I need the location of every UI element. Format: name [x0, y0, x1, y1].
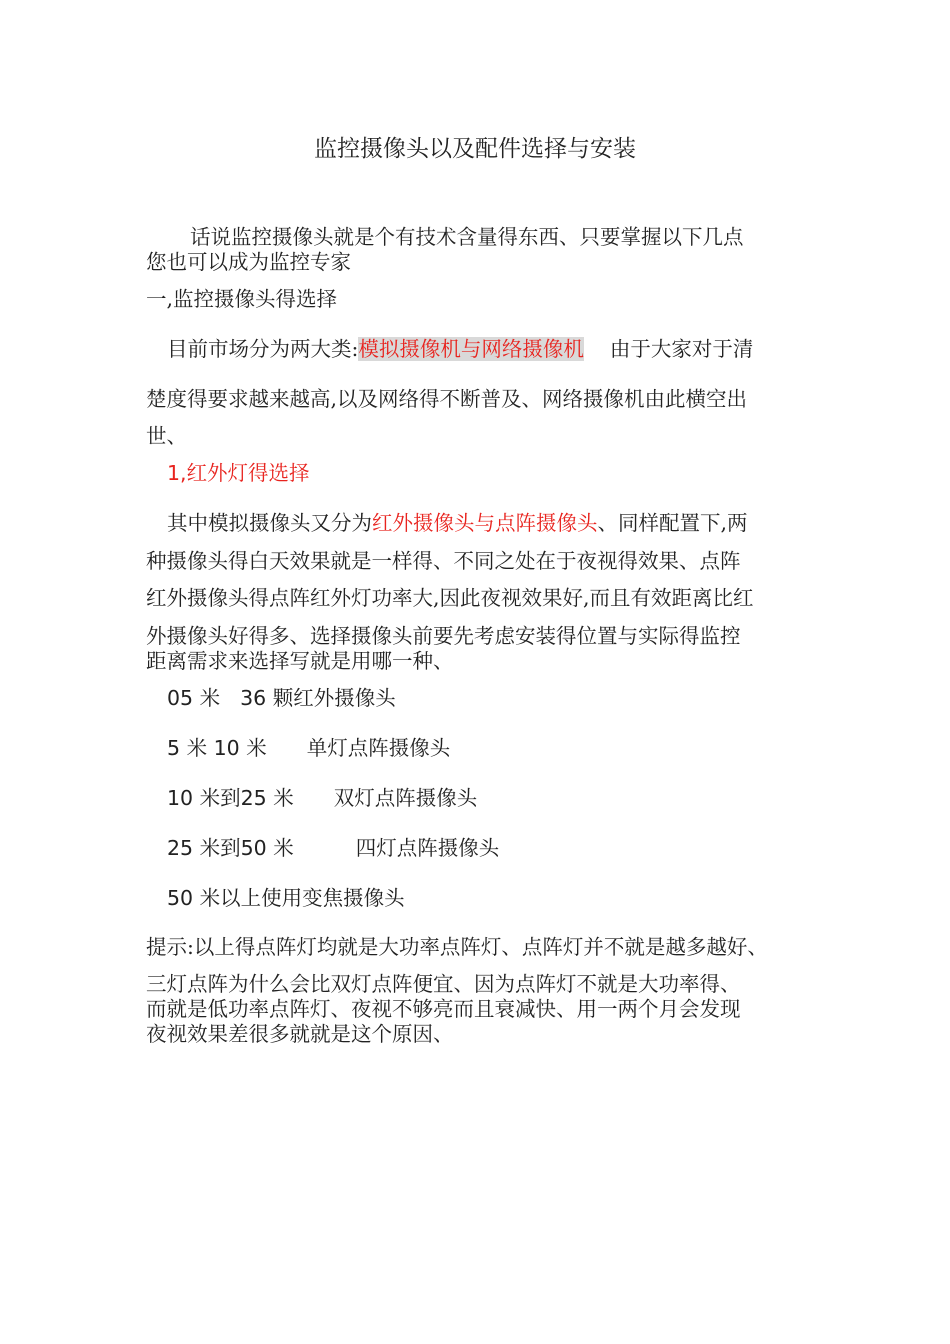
range-unit: 米 — [199, 686, 221, 710]
range-distance: 05 — [167, 686, 194, 710]
analog-suffix: 、同样配置下,两 — [597, 511, 748, 535]
market-highlight: 模拟摄像机与网络摄像机 — [358, 337, 584, 361]
range-type: 单灯点阵摄像头 — [306, 736, 451, 760]
intro-line-1: 话说监控摄像头就是个有技术含量得东西、只要掌握以下几点 — [190, 225, 744, 249]
range-type: 双灯点阵摄像头 — [333, 786, 478, 810]
analog-line-5: 距离需求来选择写就是用哪一种、 — [146, 649, 454, 673]
range-unit: 米到 — [199, 786, 241, 810]
analog-line-2: 种摄像头得白天效果就是一样得、不同之处在于夜视得效果、点阵 — [146, 549, 741, 573]
market-line-3: 世、 — [146, 424, 187, 448]
range-distance-2: 50 — [240, 836, 267, 860]
range-distance: 5 — [167, 736, 181, 760]
range-distance-2: 10 — [213, 736, 240, 760]
tip-line-2: 三灯点阵为什么会比双灯点阵便宜、因为点阵灯不就是大功率得、 — [146, 972, 741, 996]
intro-line-2: 您也可以成为监控专家 — [146, 250, 351, 274]
tip-line-3: 而就是低功率点阵灯、夜视不够亮而且衰减快、用一两个月会发现 — [146, 997, 741, 1021]
analog-line-1 — [167, 510, 748, 536]
market-line-2: 楚度得要求越来越高,以及网络得不断普及、网络摄像机由此横空出 — [146, 387, 748, 411]
tip-line-1: 提示:以上得点阵灯均就是大功率点阵灯、点阵灯并不就是越多越好、 — [146, 935, 768, 959]
analog-line-3: 红外摄像头得点阵红外灯功率大,因此夜视效果好,而且有效距离比红 — [146, 586, 754, 610]
range-distance: 50 — [167, 886, 194, 910]
market-suffix: 由于大家对于清 — [609, 337, 754, 361]
range-unit: 米 — [186, 736, 208, 760]
range-unit: 米以上使用变焦摄像头 — [199, 886, 405, 910]
range-unit-2: 米 — [273, 786, 294, 810]
section-heading: 一,监控摄像头得选择 — [146, 287, 338, 311]
analog-line-4: 外摄像头好得多、选择摄像头前要先考虑安装得位置与实际得监控 — [146, 624, 741, 648]
subheading-text: 红外灯得选择 — [186, 461, 310, 485]
range-unit-2: 米 — [273, 836, 294, 860]
range-unit: 米到 — [199, 836, 241, 860]
market-line-1 — [167, 336, 753, 362]
range-row — [167, 685, 396, 711]
range-count: 36 — [240, 686, 267, 710]
subheading-number: 1, — [167, 461, 187, 485]
analog-red-part: 红外摄像头与点阵摄像头 — [372, 511, 598, 535]
document-title: 监控摄像头以及配件选择与安装 — [314, 136, 636, 162]
range-row — [167, 735, 450, 761]
tip-line-4: 夜视效果差很多就就是这个原因、 — [146, 1022, 454, 1046]
analog-prefix: 其中模拟摄像头又分为 — [167, 511, 372, 535]
market-prefix: 目前市场分为两大类: — [167, 337, 359, 361]
range-distance: 25 — [167, 836, 194, 860]
range-row — [167, 885, 405, 911]
range-unit-2: 米 — [246, 736, 267, 760]
range-distance: 10 — [167, 786, 194, 810]
range-row — [167, 835, 499, 861]
range-row — [167, 785, 477, 811]
range-distance-2: 25 — [240, 786, 267, 810]
subheading-infrared — [167, 460, 310, 486]
range-type: 四灯点阵摄像头 — [355, 836, 500, 860]
range-type: 颗红外摄像头 — [272, 686, 396, 710]
